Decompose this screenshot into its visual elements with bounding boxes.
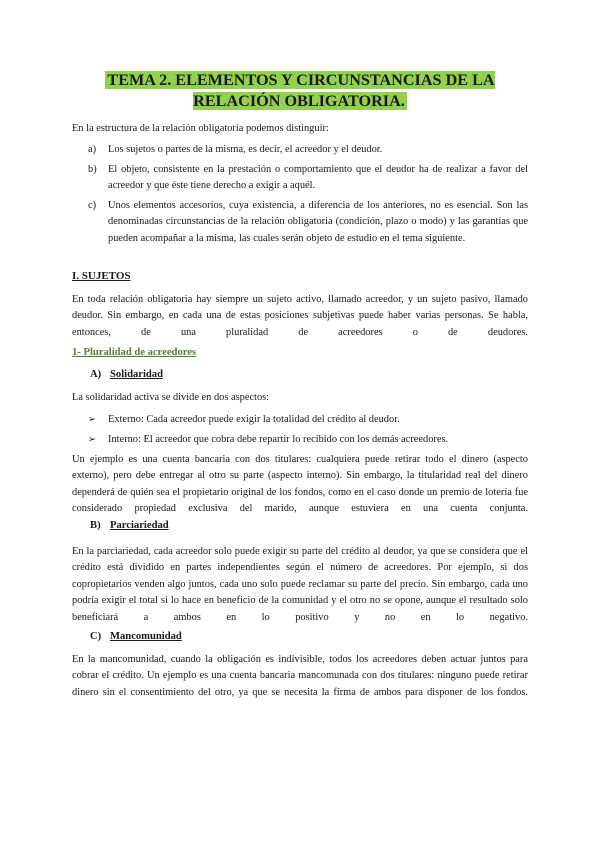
list-marker: c) bbox=[88, 200, 97, 211]
heading-text: Solidaridad bbox=[110, 369, 163, 380]
document-title-text: TEMA 2. ELEMENTOS Y CIRCUNSTANCIAS DE LA RELACIÓN OBLIGATORIA. bbox=[107, 71, 495, 110]
list-item-text: Los sujetos o partes de la misma, es decir, el acreedor y el deudor. bbox=[108, 144, 383, 155]
intro-paragraph: En la estructura de la relación obligatoria podemos distinguir: bbox=[72, 123, 329, 134]
section-heading-sujetos: I. SUJETOS bbox=[72, 270, 131, 282]
section-sujetos-paragraph: En toda relación obligatoria hay siempre un sujeto activo, llamado acreedor, y un sujeto pasivo, llamado deudor. Sin embargo, en cada una de estas posiciones subjetivas puede haber varias personas. Se habla, entonces, de una pluralidad de acreedores o de deudores. bbox=[72, 294, 528, 338]
bullet-text: Interno: El acreedor que cobra debe repartir lo recibido con los demás acreedores. bbox=[108, 434, 449, 445]
document-title bbox=[72, 70, 528, 112]
arrow-bullet-icon: ➢ bbox=[88, 435, 96, 445]
subsection-heading-pluralidad: 1- Pluralidad de acreedores bbox=[72, 347, 197, 358]
list-marker: b) bbox=[88, 164, 97, 175]
arrow-bullet-icon: ➢ bbox=[88, 415, 96, 425]
solidaridad-example-paragraph: Un ejemplo es una cuenta bancaria con dos titulares: cualquiera puede retirar todo el dinero (aspecto externo), pero debe entregar al otro su parte (aspecto interno). Sin embargo, la titularidad real del dinero dependerá de quién sea el propietario original de los fondos, como en el caso donde un premio de lotería fue considerado propiedad exclusiva del marido, aunque estuviera en una cuenta conjunta. bbox=[72, 454, 528, 515]
mancomunidad-paragraph: En la mancomunidad, cuando la obligación es indivisible, todos los acreedores deben actuar juntos para cobrar el crédito. Un ejemplo es una cuenta bancaria mancomunada con dos titulares: ninguno puede retirar dinero sin el consentimiento del otro, ya que se necesita la firma de ambos para disponer de los fondos. bbox=[72, 654, 528, 698]
solidaridad-intro: La solidaridad activa se divide en dos aspectos: bbox=[72, 392, 270, 403]
parciariedad-paragraph: En la parciariedad, cada acreedor solo puede exigir su parte del crédito al deudor, ya que se considera que el crédito está dividido en partes independientes según el número de acreedores. Por ejemplo, si dos copropietarios venden algo juntos, cada uno solo puede reclamar su parte del precio. Sin embargo, cada uno podría exigir el total si lo hace en beneficio de la comunidad y el otro no se opone, aunque el resultado solo beneficiará a ambos en lo positivo y no en lo negativo. bbox=[72, 546, 528, 623]
list-item-text: El objeto, consistente en la prestación o comportamiento que el deudor ha de realizar a favor del acreedor y que éste tiene derecho a exigir a aquél. bbox=[108, 164, 528, 192]
heading-marker: B) bbox=[90, 520, 101, 531]
heading-text: Mancomunidad bbox=[110, 631, 182, 642]
heading-marker: C) bbox=[90, 631, 102, 642]
list-item-text: Unos elementos accesorios, cuya existencia, a diferencia de los anteriores, no es esencial. Son las denominadas circunstancias de la relación obligatoria (condición, plazo o modo) y las garantías que pueden acompañar a la misma, las cuales serán objeto de estudio en el tema siguiente. bbox=[108, 200, 528, 244]
list-marker: a) bbox=[88, 144, 97, 155]
heading-text: Parciariedad bbox=[110, 520, 169, 531]
heading-marker: A) bbox=[90, 369, 102, 380]
bullet-text: Externo: Cada acreedor puede exigir la totalidad del crédito al deudor. bbox=[108, 414, 400, 425]
